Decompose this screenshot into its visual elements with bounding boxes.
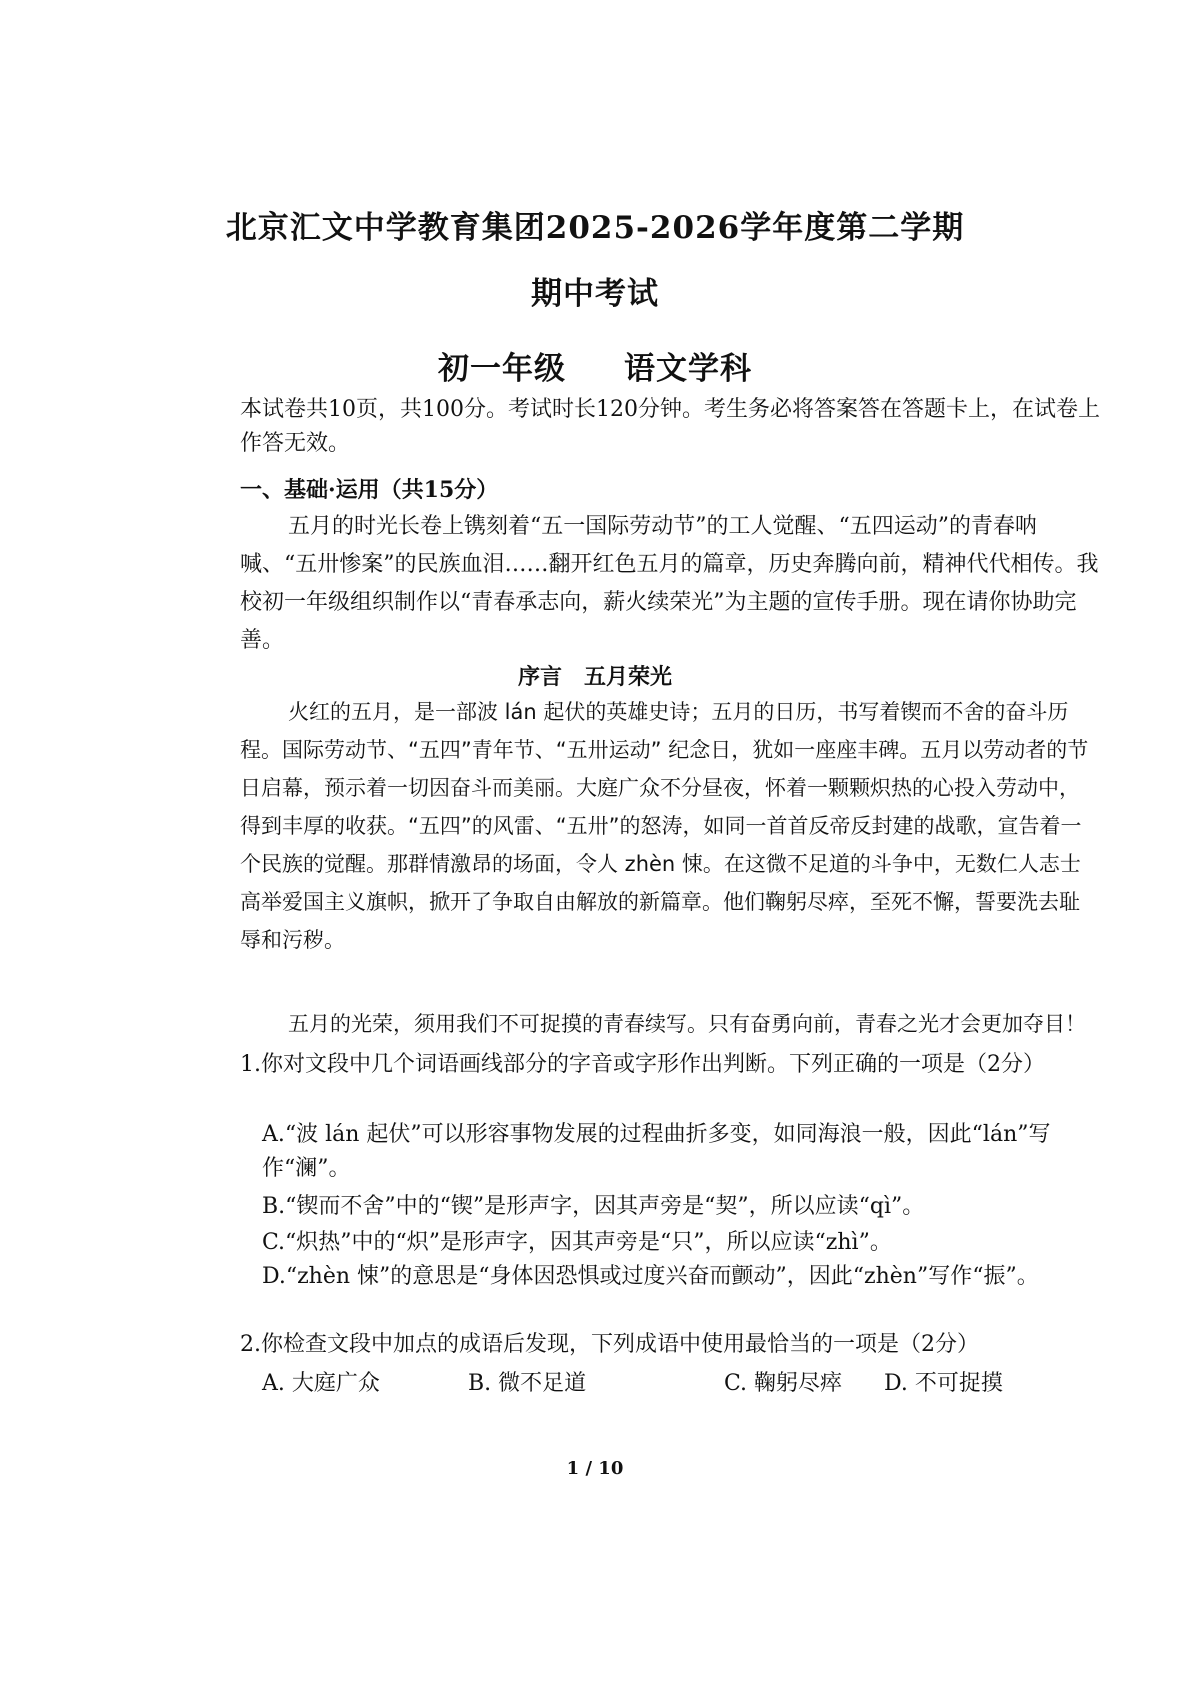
question-1-option-b: B.“锲而不舍”中的“锲”是形声字，因其声旁是“契”，所以应读“qì”。 <box>262 1194 925 1219</box>
question-1-stem: 1.你对文段中几个词语画线部分的字音或字形作出判断。下列正确的一项是（2分） <box>240 1052 1045 1077</box>
question-2-choice-b: B. 微不足道 <box>468 1371 587 1396</box>
page-number: 1 / 10 <box>566 1458 624 1479</box>
passage-title: 序言 五月荣光 <box>517 664 672 690</box>
grade-label: 初一年级 <box>438 351 566 387</box>
exam-title: 期中考试 <box>531 276 659 312</box>
question-1-option-a: A.“波 lán 起伏”可以形容事物发展的过程曲折多变，如同海浪一般，因此“lán”写作“澜”。 <box>262 1122 1051 1181</box>
question-1-option-c: C.“炽热”中的“炽”是形声字，因其声旁是“只”，所以应读“zhì”。 <box>262 1230 892 1255</box>
question-1-option-d: D.“zhèn 悚”的意思是“身体因恐惧或过度兴奋而颤动”，因此“zhèn”写作“振”。 <box>262 1264 1039 1289</box>
subject-label: 语文学科 <box>624 351 752 387</box>
grade-subject-title <box>0 343 1190 388</box>
exam-instructions: 本试卷共10页，共100分。考试时长120分钟。考生务必将答案答在答题卡上，在试卷上作答无效。 <box>240 397 1100 456</box>
section-title: 一、基础·运用（共15分） <box>240 477 499 503</box>
passage-paragraph-2: 五月的光荣，须用我们不可捉摸的青春续写。只有奋勇向前，青春之光才会更加夺目！ <box>288 1012 1086 1036</box>
section-intro-paragraph: 五月的时光长卷上镌刻着“五一国际劳动节”的工人觉醒、“五四运动”的青春呐喊、“五卅惨案”的民族血泪……翻开红色五月的篇章，历史奔腾向前，精神代代相传。我校初一年级组织制作以“青春承志向，薪火续荣光”为主题的宣传手册。现在请你协助完善。 <box>240 514 1099 653</box>
question-2-choice-d: D. 不可捉摸 <box>884 1371 1003 1396</box>
question-2-choice-a: A. 大庭广众 <box>262 1371 380 1396</box>
question-2-stem: 2.你检查文段中加点的成语后发现，下列成语中使用最恰当的一项是（2分） <box>240 1332 979 1357</box>
question-2-choices <box>0 1366 1190 1402</box>
question-2-choice-c: C. 鞠躬尽瘁 <box>724 1371 843 1396</box>
passage-paragraph-1: 火红的五月，是一部波 lán 起伏的英雄史诗；五月的日历，书写着锲而不舍的奋斗历程。国际劳动节、“五四”青年节、“五卅运动” 纪念日，犹如一座座丰碑。五月以劳动者的节日启幕，预示着一切因奋斗而美丽。大庭广众不分昼夜，怀着一颗颗炽热的心投入劳动中，得到丰厚的收获。“五四”的风雷、“五卅”的怒涛，如同一首首反帝反封建的战歌，宣告着一个民族的觉醒。那群情激昂的场面，令人 zhèn 悚。在这微不足道的斗争中，无数仁人志士高举爱国主义旗帜，掀开了争取自由解放的新篇章。他们鞠躬尽瘁，至死不懈，誓要洗去耻辱和污秽。 <box>240 700 1089 952</box>
school-title: 北京汇文中学教育集团2025-2026学年度第二学期 <box>225 210 965 246</box>
